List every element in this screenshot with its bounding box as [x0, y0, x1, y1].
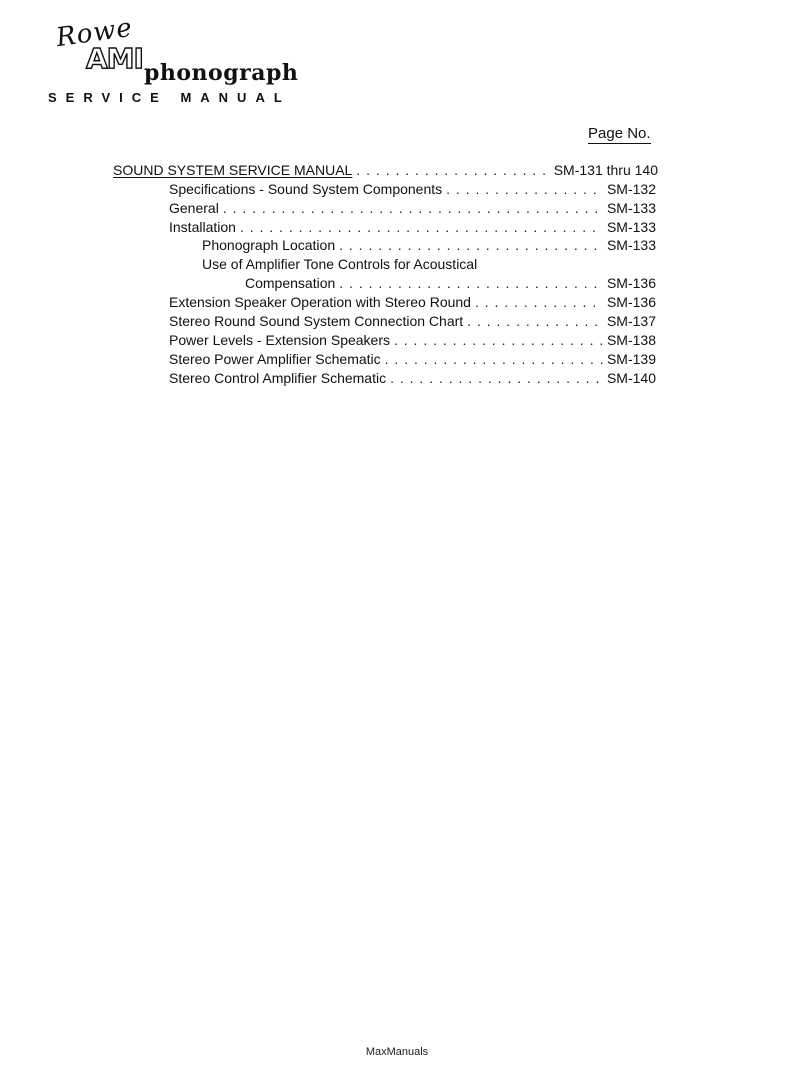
logo-script: Rowe [54, 12, 135, 54]
toc-leader [356, 161, 549, 180]
toc-leader [390, 369, 603, 388]
toc-entry [169, 312, 656, 331]
toc-entry [169, 331, 656, 350]
manual-subtitle: SERVICE MANUAL [48, 90, 291, 105]
page-no-heading: Page No. [588, 125, 651, 142]
toc-page: SM-133 [606, 237, 656, 253]
toc-title: Use of Amplifier Tone Controls for Acoustical [202, 256, 478, 272]
toc-page: SM-131 thru 140 [553, 162, 658, 178]
toc-title: Power Levels - Extension Speakers [169, 332, 390, 348]
product-name: phonograph [144, 60, 299, 86]
toc-leader [223, 199, 603, 218]
toc-leader [446, 180, 603, 199]
toc-entry [202, 255, 656, 274]
toc-entry [169, 199, 656, 218]
toc-page: SM-140 [606, 370, 656, 386]
toc-entry [169, 369, 656, 388]
toc-entry [245, 274, 656, 293]
toc-title: SOUND SYSTEM SERVICE MANUAL [113, 162, 353, 178]
toc-page: SM-137 [606, 313, 656, 329]
footer-watermark: MaxManuals [365, 1046, 429, 1058]
toc-leader [240, 218, 603, 237]
toc-leader [394, 331, 603, 350]
toc-page: SM-132 [606, 181, 656, 197]
toc-leader [475, 293, 603, 312]
toc-title: Specifications - Sound System Components [169, 181, 443, 197]
toc-title: Stereo Power Amplifier Schematic [169, 351, 381, 367]
toc-title: Stereo Control Amplifier Schematic [169, 370, 387, 386]
toc-entry [169, 350, 656, 369]
toc-entry [202, 236, 656, 255]
toc-entry [169, 218, 656, 237]
toc-title: Installation [169, 219, 236, 235]
toc-entry [169, 293, 656, 312]
toc-title: Compensation [245, 275, 336, 291]
toc-page: SM-133 [606, 200, 656, 216]
toc-entry [169, 180, 656, 199]
toc-entry [113, 161, 658, 180]
toc-page: SM-136 [606, 275, 656, 291]
toc-page: SM-133 [606, 219, 656, 235]
toc-leader [385, 350, 603, 369]
toc-leader [339, 274, 603, 293]
toc-title: General [169, 200, 219, 216]
logo-mark: AMI [86, 42, 143, 75]
toc-page: SM-138 [606, 332, 656, 348]
toc-title: Phonograph Location [202, 237, 336, 253]
toc-leader [467, 312, 603, 331]
toc-page: SM-139 [606, 351, 656, 367]
toc-leader [339, 236, 603, 255]
toc-title: Stereo Round Sound System Connection Chart [169, 313, 464, 329]
toc-title: Extension Speaker Operation with Stereo Round [169, 294, 471, 310]
toc-page: SM-136 [606, 294, 656, 310]
